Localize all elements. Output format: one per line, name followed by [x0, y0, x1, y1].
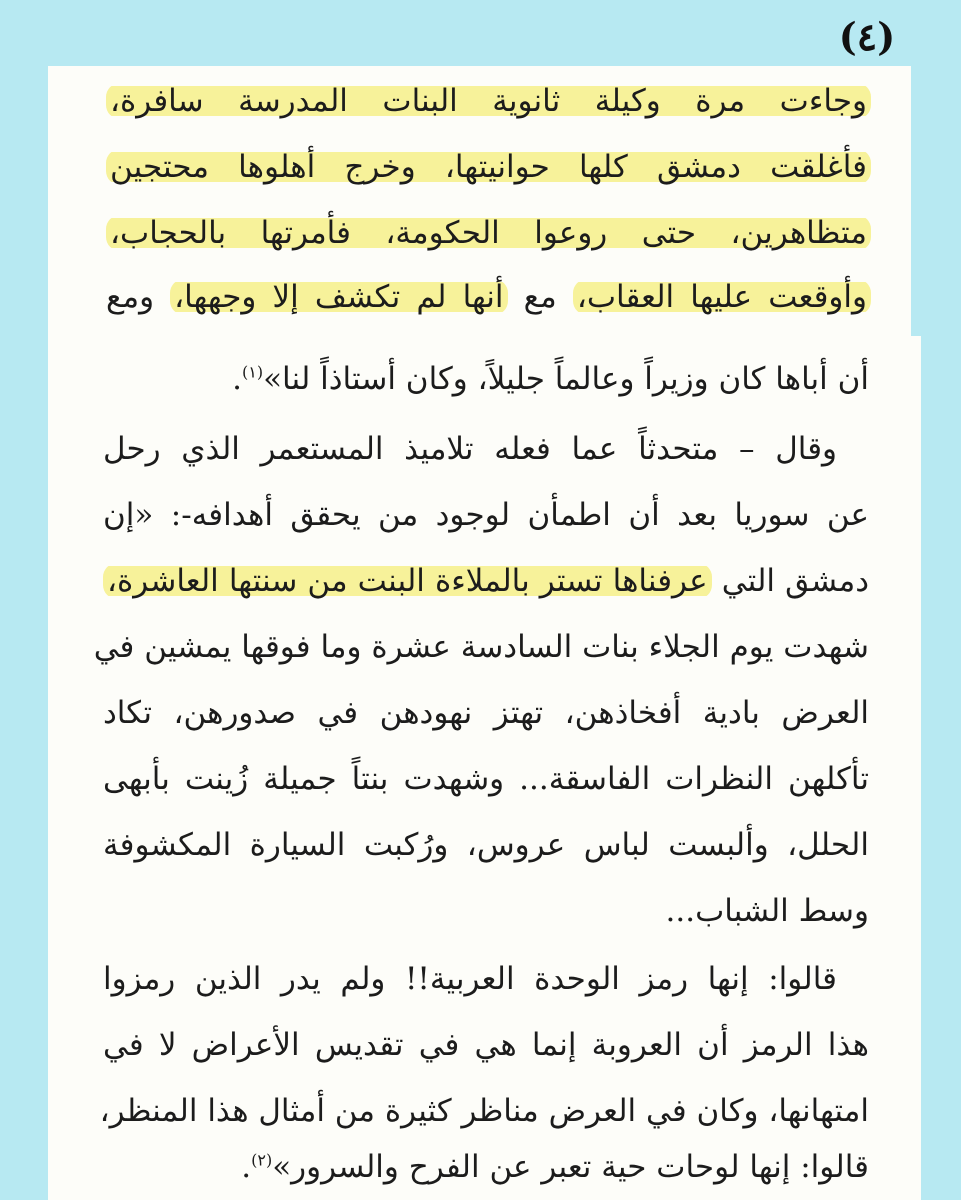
page-number: (٤): [838, 14, 896, 59]
text-line: [48, 616, 921, 678]
text-segment: وسط الشباب...: [665, 893, 869, 929]
highlighted-text: عرفناها تستر بالملاءة البنت من سنتها العاشرة،: [103, 563, 712, 599]
highlighted-text: فأغلقت دمشق كلها حوانيتها، وخرج أهلوها محتجين: [106, 149, 871, 185]
text-segment: العرض بادية أفخاذهن، تهتز نهودهن في صدورهن، تكاد: [103, 695, 869, 731]
footnote-marker: (١): [241, 362, 264, 382]
text-segment: عن سوريا بعد أن اطمأن لوجود من يحقق أهدافه-: «إن: [103, 497, 869, 533]
text-line: [48, 748, 921, 810]
text-line: [48, 550, 921, 612]
text-segment: مع: [523, 279, 557, 315]
text-segment: ومع: [106, 279, 155, 315]
text-line: [48, 484, 921, 546]
text-segment: الحلل، وألبست لباس عروس، ورُكبت السيارة المكشوفة: [103, 827, 869, 863]
highlighted-text: متظاهرين، حتى روعوا الحكومة، فأمرتها بالحجاب،: [106, 215, 871, 251]
text-segment: تأكلهن النظرات الفاسقة... وشهدت بنتاً جميلة زُينت بأبهى: [103, 761, 869, 797]
highlighted-text: أنها لم تكشف إلا وجهها،: [170, 279, 507, 315]
text-line: [48, 348, 921, 410]
text-line: [48, 202, 911, 264]
text-line: [48, 266, 911, 328]
text-segment: هذا الرمز أن العروبة إنما هي في تقديس الأعراض لا في: [103, 1027, 869, 1063]
text-line: [48, 136, 911, 198]
text-segment: امتهانها، وكان في العرض مناظر كثيرة من أمثال هذا المنظر،: [99, 1093, 869, 1129]
text-segment: قالوا: إنها لوحات حية تعبر عن الفرح والسرور»: [272, 1149, 869, 1185]
text-segment: شهدت يوم الجلاء بنات السادسة عشرة وما فوقها يمشين في: [93, 629, 869, 665]
text-line: [48, 880, 921, 942]
text-line: [48, 418, 921, 480]
footnote-marker: (٢): [251, 1150, 273, 1170]
text-segment: .: [241, 1149, 252, 1185]
text-line: [48, 948, 921, 1010]
text-segment: أن أباها كان وزيراً وعالماً جليلاً، وكان أستاذاً لنا»: [263, 361, 869, 397]
text-line: [48, 1136, 921, 1198]
bottom-text-block: [48, 336, 921, 1200]
text-line: [48, 814, 921, 876]
highlighted-text: وأوقعت عليها العقاب،: [573, 279, 871, 315]
text-line: [48, 1080, 921, 1142]
text-segment: قالوا: إنها رمز الوحدة العربية!! ولم يدر الذين رمزوا: [103, 961, 837, 997]
highlighted-text: وجاءت مرة وكيلة ثانوية البنات المدرسة سافرة،: [106, 83, 871, 119]
text-segment: .: [232, 361, 242, 397]
text-segment: دمشق التي: [721, 563, 870, 599]
text-segment: وقال – متحدثاً عما فعله تلاميذ المستعمر الذي رحل: [103, 431, 837, 467]
text-line: [48, 682, 921, 744]
text-line: [48, 1014, 921, 1076]
text-line: [48, 70, 911, 132]
top-text-block: [48, 66, 911, 336]
